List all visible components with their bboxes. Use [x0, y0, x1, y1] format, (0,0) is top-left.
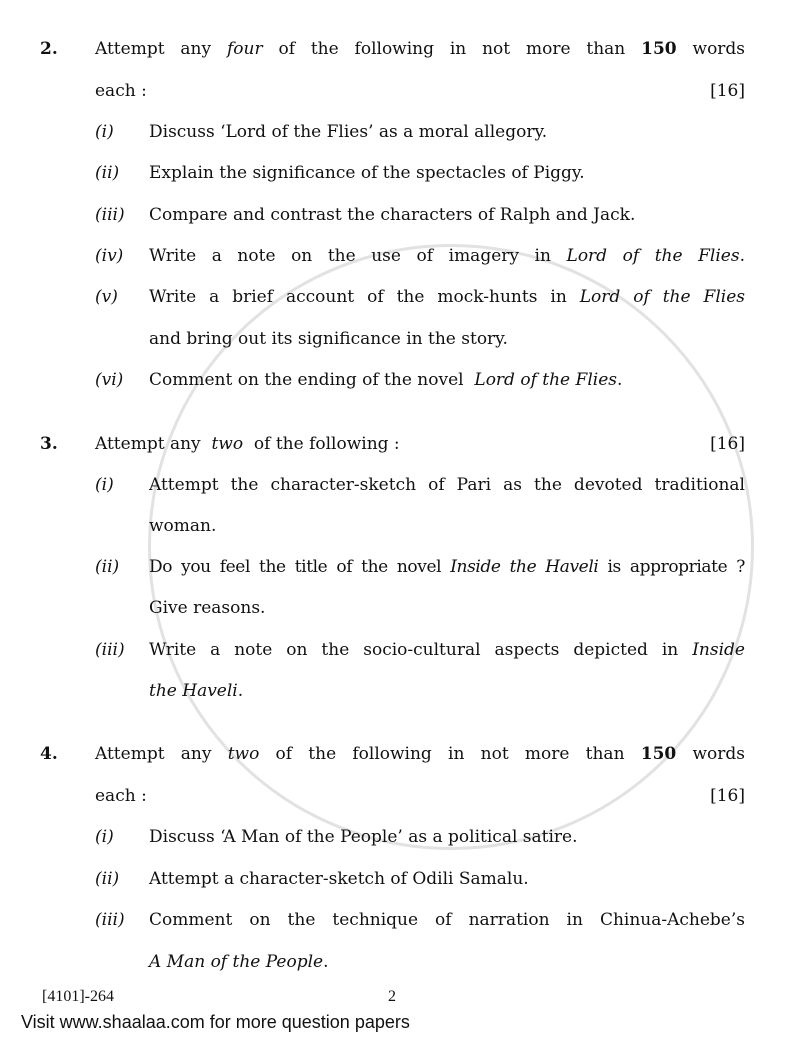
- marks: [16]: [710, 81, 745, 101]
- item-text-cont: Give reasons.: [149, 598, 266, 618]
- question-number: 4.: [40, 744, 58, 764]
- stem-text: words: [692, 39, 746, 59]
- question-stem: [95, 38, 745, 60]
- item-text: Comment on the technique of narration in Chinua-Achebe’s: [149, 910, 745, 930]
- item-text: Discuss ‘Lord of the Flies’ as a moral allegory.: [149, 122, 548, 142]
- stem-emphasis: four: [226, 39, 263, 59]
- item-number: (ii): [95, 557, 120, 577]
- stem-text: words: [692, 744, 746, 764]
- marks: [16]: [710, 434, 745, 454]
- item-title: Inside: [692, 640, 745, 660]
- stem-text: Attempt any: [95, 39, 212, 59]
- item-number: (i): [95, 827, 114, 847]
- paper-code: [4101]-264: [42, 988, 114, 1005]
- question-number: 2.: [40, 39, 58, 59]
- item-text-part: Do you feel the title of the novel: [149, 557, 442, 577]
- item-text: Attempt a character-sketch of Odili Samalu.: [149, 869, 529, 889]
- item-number: (iv): [95, 246, 124, 266]
- visit-banner: Visit www.shaalaa.com for more question papers: [21, 1012, 410, 1032]
- question-number: 3.: [40, 434, 58, 454]
- question-stem: [95, 743, 745, 765]
- item-punct: .: [237, 681, 244, 701]
- stem-text: of the following in not more than: [278, 39, 626, 59]
- item-text-part: Comment on the ending of the novel: [149, 370, 464, 390]
- item-text-part: Write a note on the use of imagery in: [149, 246, 551, 266]
- item-punct: .: [739, 246, 745, 266]
- item-text-part: Write a brief account of the mock-hunts in: [149, 287, 567, 307]
- item-text: [149, 245, 745, 267]
- item-number: (iii): [95, 910, 125, 930]
- question-stem-end: each :: [95, 786, 147, 806]
- stem-bold: 150: [640, 744, 677, 764]
- stem-emphasis: two: [227, 744, 260, 764]
- page-number: 2: [388, 988, 396, 1005]
- item-text: [149, 639, 745, 661]
- question-stem: [95, 433, 400, 455]
- stem-bold: 150: [641, 39, 677, 59]
- item-number: (iii): [95, 640, 125, 660]
- marks: [16]: [710, 786, 745, 806]
- item-number: (iii): [95, 205, 125, 225]
- item-number: (ii): [95, 163, 120, 183]
- item-text: Attempt the character-sketch of Pari as the devoted traditional: [149, 475, 745, 495]
- item-punct: .: [616, 370, 623, 390]
- item-number: (i): [95, 122, 114, 142]
- item-text: [149, 556, 745, 578]
- item-text-part: is appropriate ?: [607, 557, 745, 577]
- stem-text: Attempt any: [95, 744, 212, 764]
- stem-text: Attempt any: [95, 434, 201, 454]
- item-number: (vi): [95, 370, 124, 390]
- item-text: [149, 286, 745, 308]
- item-number: (i): [95, 475, 114, 495]
- question-stem-end: each :: [95, 81, 147, 101]
- stem-emphasis: two: [211, 434, 244, 454]
- item-number: (v): [95, 287, 118, 307]
- item-text: Discuss ‘A Man of the People’ as a political satire.: [149, 827, 578, 847]
- item-title: Lord of the Flies: [566, 246, 740, 266]
- item-text-cont: [149, 680, 243, 702]
- item-number: (ii): [95, 869, 120, 889]
- item-title: Inside the Haveli: [450, 557, 599, 577]
- item-title: A Man of the People: [149, 952, 324, 972]
- item-text-cont: and bring out its significance in the story.: [149, 329, 508, 349]
- item-title: Lord of the Flies: [474, 370, 617, 390]
- item-text: Compare and contrast the characters of Ralph and Jack.: [149, 205, 636, 225]
- item-text-cont: [149, 951, 329, 973]
- item-text-part: Write a note on the socio-cultural aspects depicted in: [149, 640, 679, 660]
- stem-text: of the following :: [253, 434, 400, 454]
- item-text: Explain the significance of the spectacles of Piggy.: [149, 163, 585, 183]
- stem-text: of the following in not more than: [275, 744, 625, 764]
- item-title: Lord of the Flies: [579, 287, 745, 307]
- item-text: [149, 369, 622, 391]
- item-punct: .: [323, 952, 329, 972]
- item-title: the Haveli: [149, 681, 238, 701]
- item-text-cont: woman.: [149, 516, 217, 536]
